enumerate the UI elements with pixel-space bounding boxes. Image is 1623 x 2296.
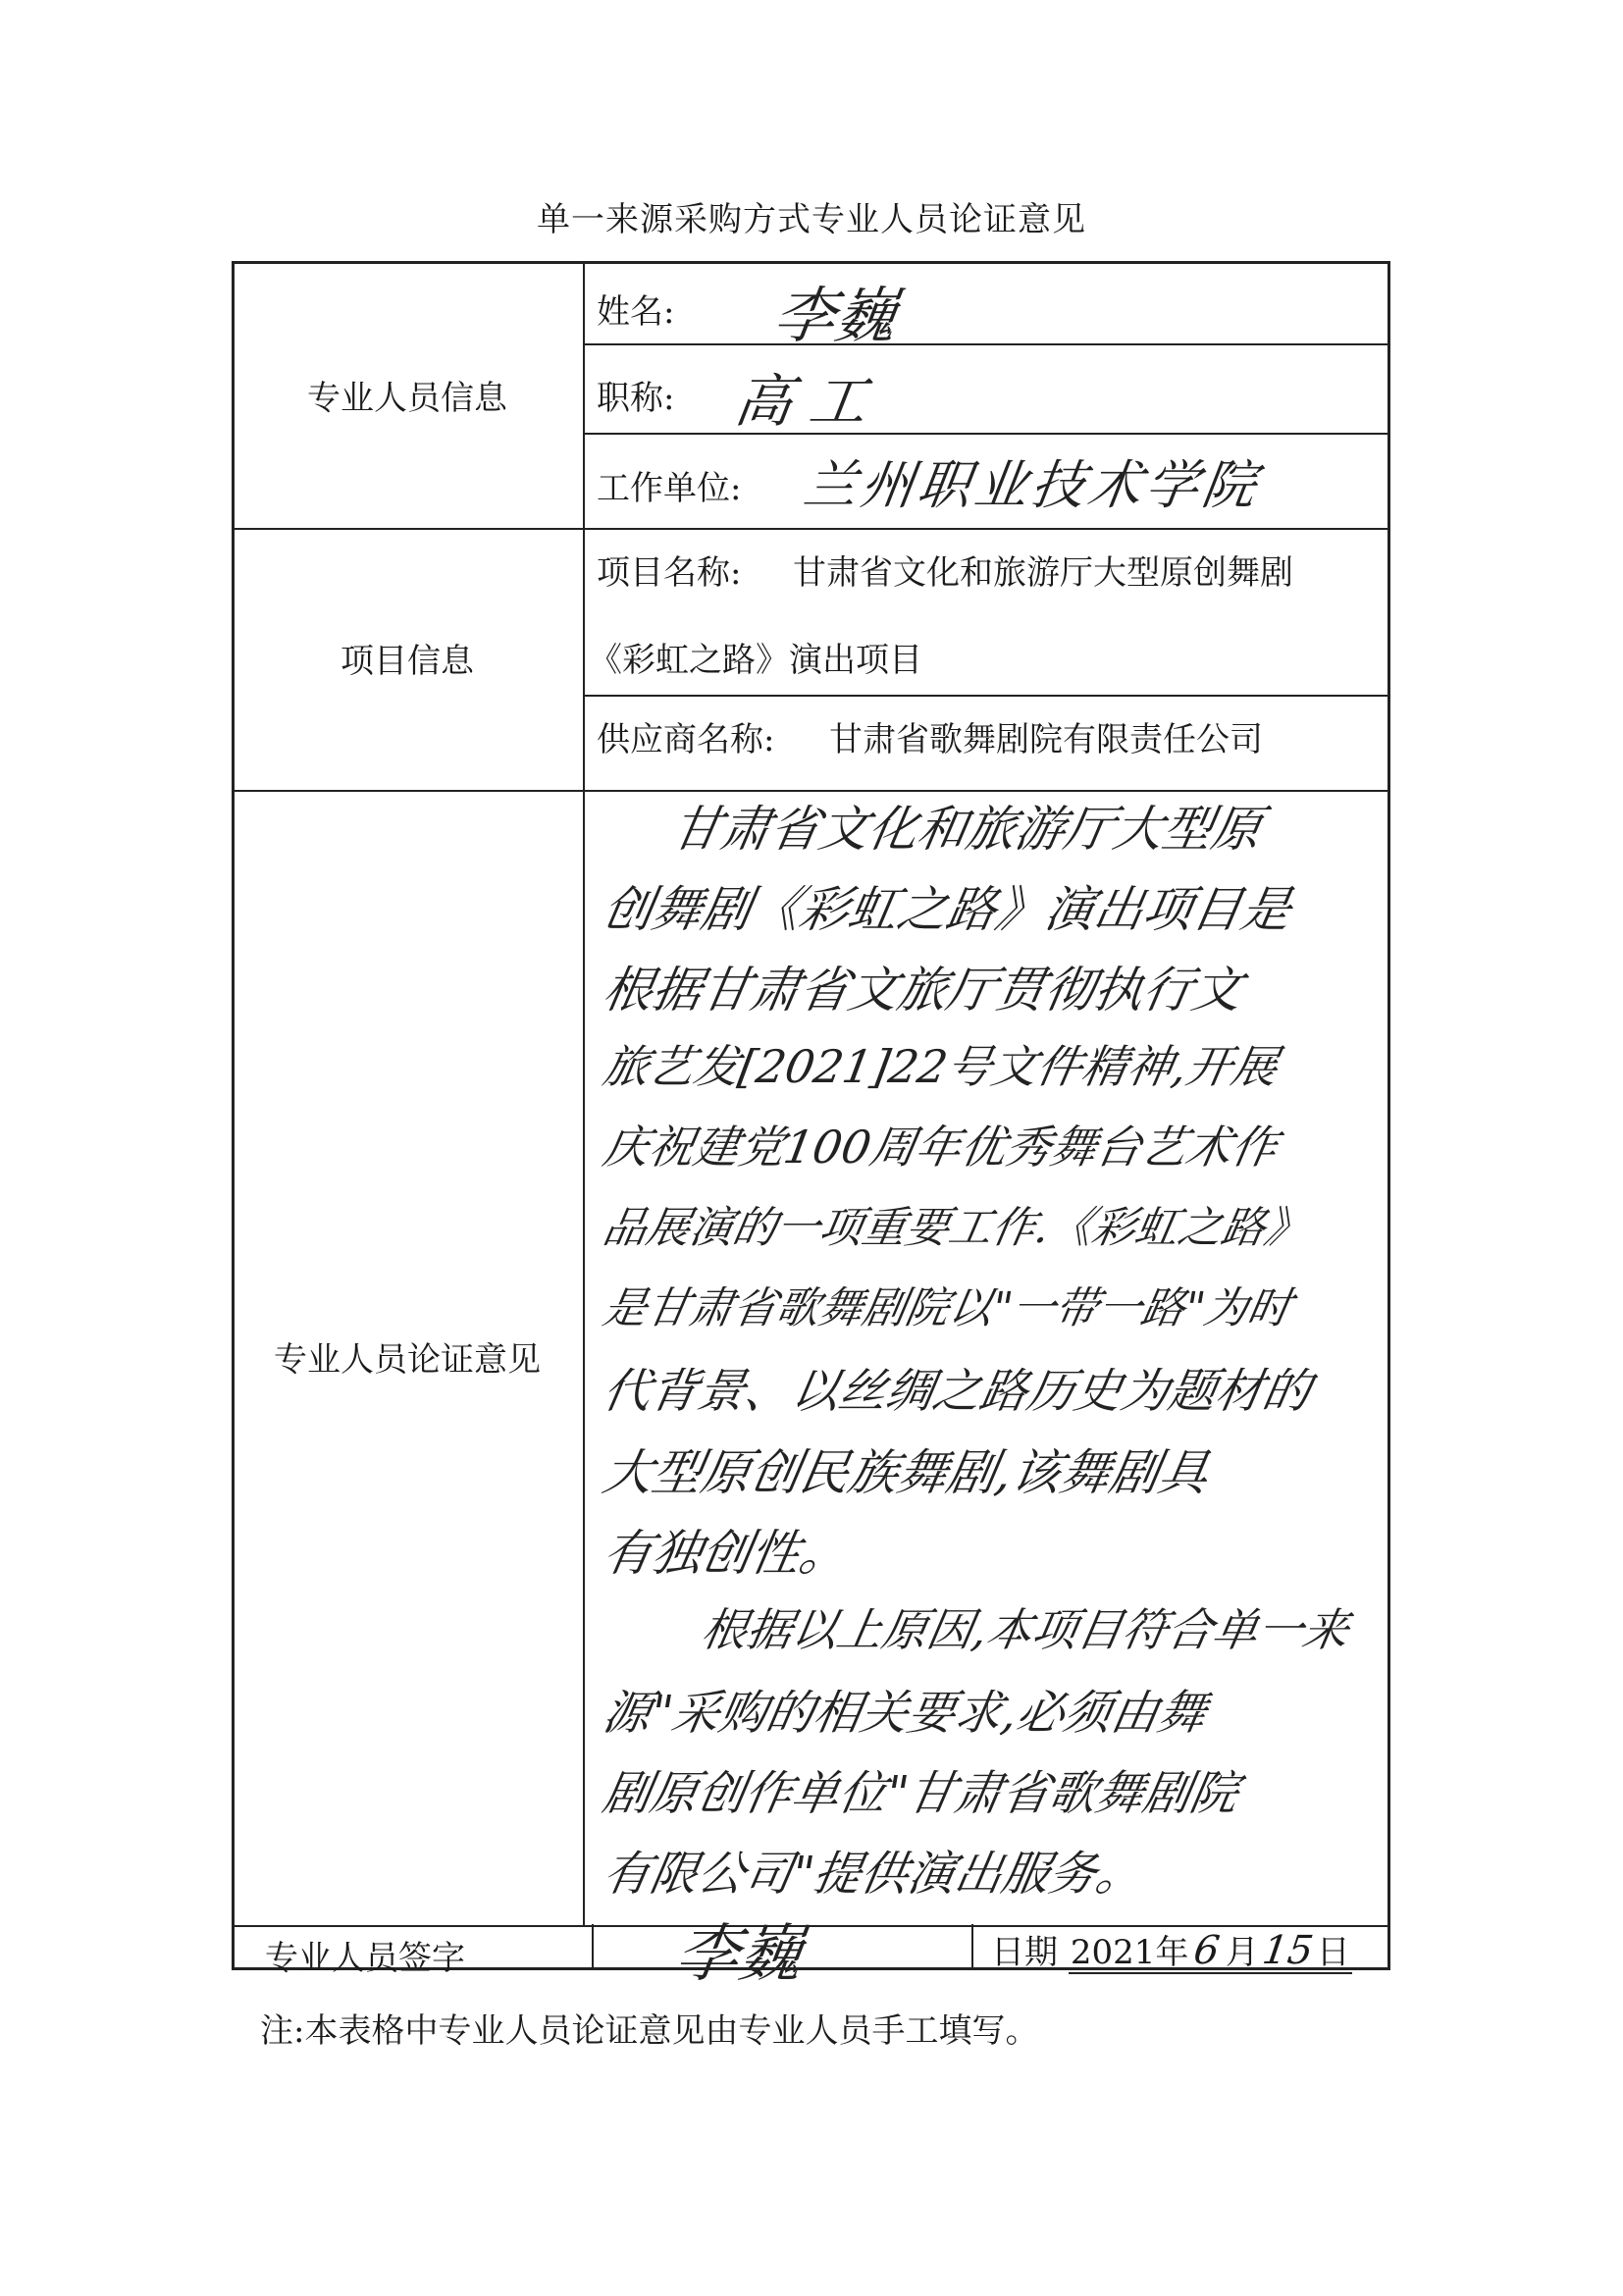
project-name-label: 项目名称:	[597, 553, 742, 593]
opinion-line: 源"采购的相关要求,必须由舞	[599, 1686, 1211, 1741]
opinion-line: 根据以上原因,本项目符合单一来	[697, 1603, 1353, 1656]
signature-col-line	[592, 1924, 594, 1968]
row-line	[583, 695, 1390, 697]
organization-value: 兰州职业技术学院	[800, 454, 1264, 516]
month-char: 月	[1225, 1933, 1259, 1972]
expert-info-label: 专业人员信息	[307, 378, 507, 418]
date-field	[991, 1925, 1352, 1973]
date-day: 15	[1259, 1928, 1316, 1973]
name-value: 李巍	[769, 280, 902, 351]
opinion-line: 有限公司"提供演出服务。	[599, 1847, 1149, 1902]
job-title-label: 职称:	[597, 379, 675, 418]
job-title-value: 高工	[730, 368, 890, 435]
date-month: 6	[1191, 1928, 1224, 1973]
row-line	[583, 343, 1390, 345]
project-info-label: 项目信息	[340, 642, 474, 681]
document-title: 单一来源采购方式专业人员论证意见	[537, 200, 1086, 239]
signature-label: 专业人员签字	[265, 1939, 465, 1978]
opinion-line: 是甘肃省歌舞剧院以"一带一路"为时	[599, 1283, 1296, 1333]
supplier-value: 甘肃省歌舞剧院有限责任公司	[829, 720, 1263, 759]
name-label: 姓名:	[597, 292, 675, 332]
date-label: 日期	[991, 1933, 1058, 1972]
project-name-line2: 《彩虹之路》演出项目	[589, 641, 922, 680]
supplier-label: 供应商名称:	[597, 720, 775, 759]
opinion-line: 有独创性。	[599, 1525, 855, 1582]
day-char: 日	[1316, 1933, 1350, 1972]
column-divider	[583, 264, 585, 1927]
opinion-line: 甘肃省文化和旅游厅大型原	[667, 801, 1267, 858]
opinion-label: 专业人员论证意见	[274, 1340, 541, 1380]
row-line	[583, 433, 1390, 435]
opinion-line: 旅艺发[2021]22号文件精神,开展	[599, 1040, 1283, 1093]
organization-label: 工作单位:	[597, 469, 742, 508]
date-year: 2021	[1070, 1933, 1156, 1972]
signature-value: 李巍	[670, 1918, 808, 1991]
opinion-line: 根据甘肃省文旅厅贯彻执行文	[599, 962, 1247, 1018]
date-value	[1069, 1928, 1352, 1974]
project-name-line1: 甘肃省文化和旅游厅大型原创舞剧	[793, 553, 1293, 593]
date-col-line	[971, 1924, 973, 1968]
opinion-line: 创舞剧《彩虹之路》演出项目是	[599, 881, 1296, 938]
opinion-line: 庆祝建党100周年优秀舞台艺术作	[599, 1121, 1283, 1174]
opinion-line: 大型原创民族舞剧,该舞剧具	[599, 1444, 1214, 1501]
opinion-line: 代背景、以丝绸之路历史为题材的	[599, 1364, 1316, 1419]
opinion-line: 品展演的一项重要工作.《彩虹之路》	[599, 1203, 1313, 1253]
year-char: 年	[1155, 1933, 1189, 1972]
footnote: 注:本表格中专业人员论证意见由专业人员手工填写。	[260, 2011, 1039, 2051]
opinion-line: 剧原创作单位"甘肃省歌舞剧院	[599, 1766, 1243, 1821]
